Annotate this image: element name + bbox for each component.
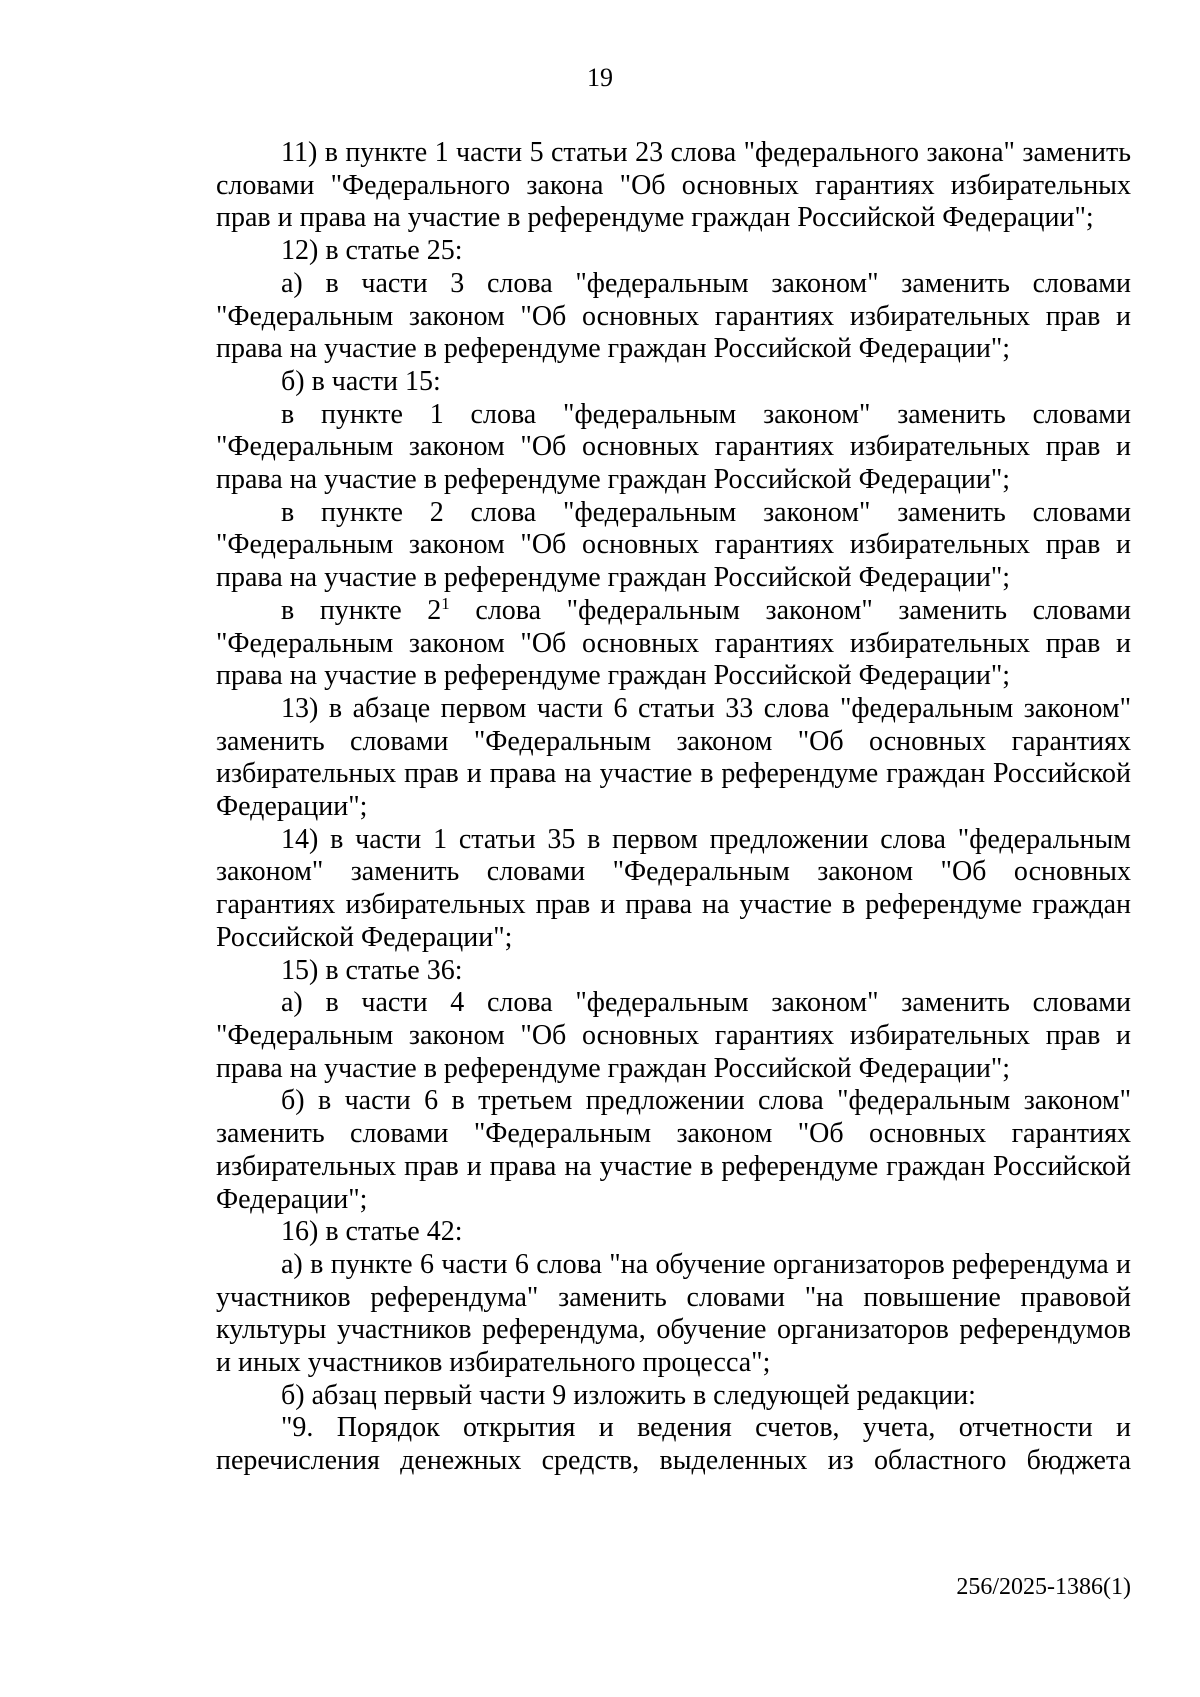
paragraph-item-14: 14) в части 1 статьи 35 в первом предложении слова "федеральным законом" заменить словами "Федеральным законом "Об основных гарантиях избирательных прав и права на участие в референдуме граждан Российской Федерации"; xyxy=(216,823,1131,953)
paragraph-item-16b: б) абзац первый части 9 изложить в следующей редакции: xyxy=(281,1379,976,1411)
paragraph-item-16: 16) в статье 42: xyxy=(281,1216,463,1248)
paragraph-item-12b-point-1: в пункте 1 слова "федеральным законом" заменить словами "Федеральным законом "Об основных гарантиях избирательных прав и права на участие в референдуме граждан Российской Федерации"; xyxy=(216,398,1131,496)
paragraph-item-15a: а) в части 4 слова "федеральным законом" заменить словами "Федеральным законом "Об основных гарантиях избирательных прав и права на участие в референдуме граждан Российской Федерации"; xyxy=(216,987,1131,1084)
document-code: 256/2025-1386(1) xyxy=(956,1574,1131,1600)
paragraph-text-before: в пункте 2 xyxy=(281,594,442,626)
paragraph-item-11: 11) в пункте 1 части 5 статьи 23 слова "федерального закона" заменить словами "Федерального закона "Об основных гарантиях избирательных прав и права на участие в референдуме граждан Российской Федерации"; xyxy=(216,137,1131,234)
paragraph-item-15: 15) в статье 36: xyxy=(281,954,463,986)
paragraph-item-12b-point-2: в пункте 2 слова "федеральным законом" заменить словами "Федеральным законом "Об основных гарантиях избирательных прав и права на участие в референдуме граждан Российской Федерации"; xyxy=(216,496,1131,594)
paragraph-text-after: слова "федеральным законом" заменить словами "Федеральным законом "Об основных гарантиях избирательных прав и права на участие в референдуме граждан Российской Федерации"; xyxy=(216,594,1131,692)
paragraph-item-12: 12) в статье 25: xyxy=(281,235,463,267)
paragraph-item-12b-point-2-1 xyxy=(216,595,1131,693)
paragraph-item-12a: а) в части 3 слова "федеральным законом" заменить словами "Федеральным законом "Об основных гарантиях избирательных прав и права на участие в референдуме граждан Российской Федерации"; xyxy=(216,267,1131,365)
superscript-mark: 1 xyxy=(441,593,450,613)
paragraph-quoted-part-9: "9. Порядок открытия и ведения счетов, учета, отчетности и перечисления денежных средств, выделенных из областного бюджета xyxy=(216,1412,1131,1477)
paragraph-item-15b: б) в части 6 в третьем предложении слова "федеральным законом" заменить словами "Федеральным законом "Об основных гарантиях избирательных прав и права на участие в референдуме граждан Российской Федерации"; xyxy=(216,1085,1131,1215)
page-number: 19 xyxy=(587,63,613,92)
paragraph-item-16a: а) в пункте 6 части 6 слова "на обучение организаторов референдума и участников референдума" заменить словами "на повышение правовой культуры участников референдума, обучение организаторов референдумов и иных участников избирательного процесса"; xyxy=(216,1248,1131,1379)
paragraph-item-12b: б) в части 15: xyxy=(281,365,441,397)
paragraph-item-13: 13) в абзаце первом части 6 статьи 33 слова "федеральным законом" заменить словами "Федеральным законом "Об основных гарантиях избирательных прав и права на участие в референдуме граждан Российской Федерации"; xyxy=(216,692,1131,823)
document-body xyxy=(216,137,1131,1478)
